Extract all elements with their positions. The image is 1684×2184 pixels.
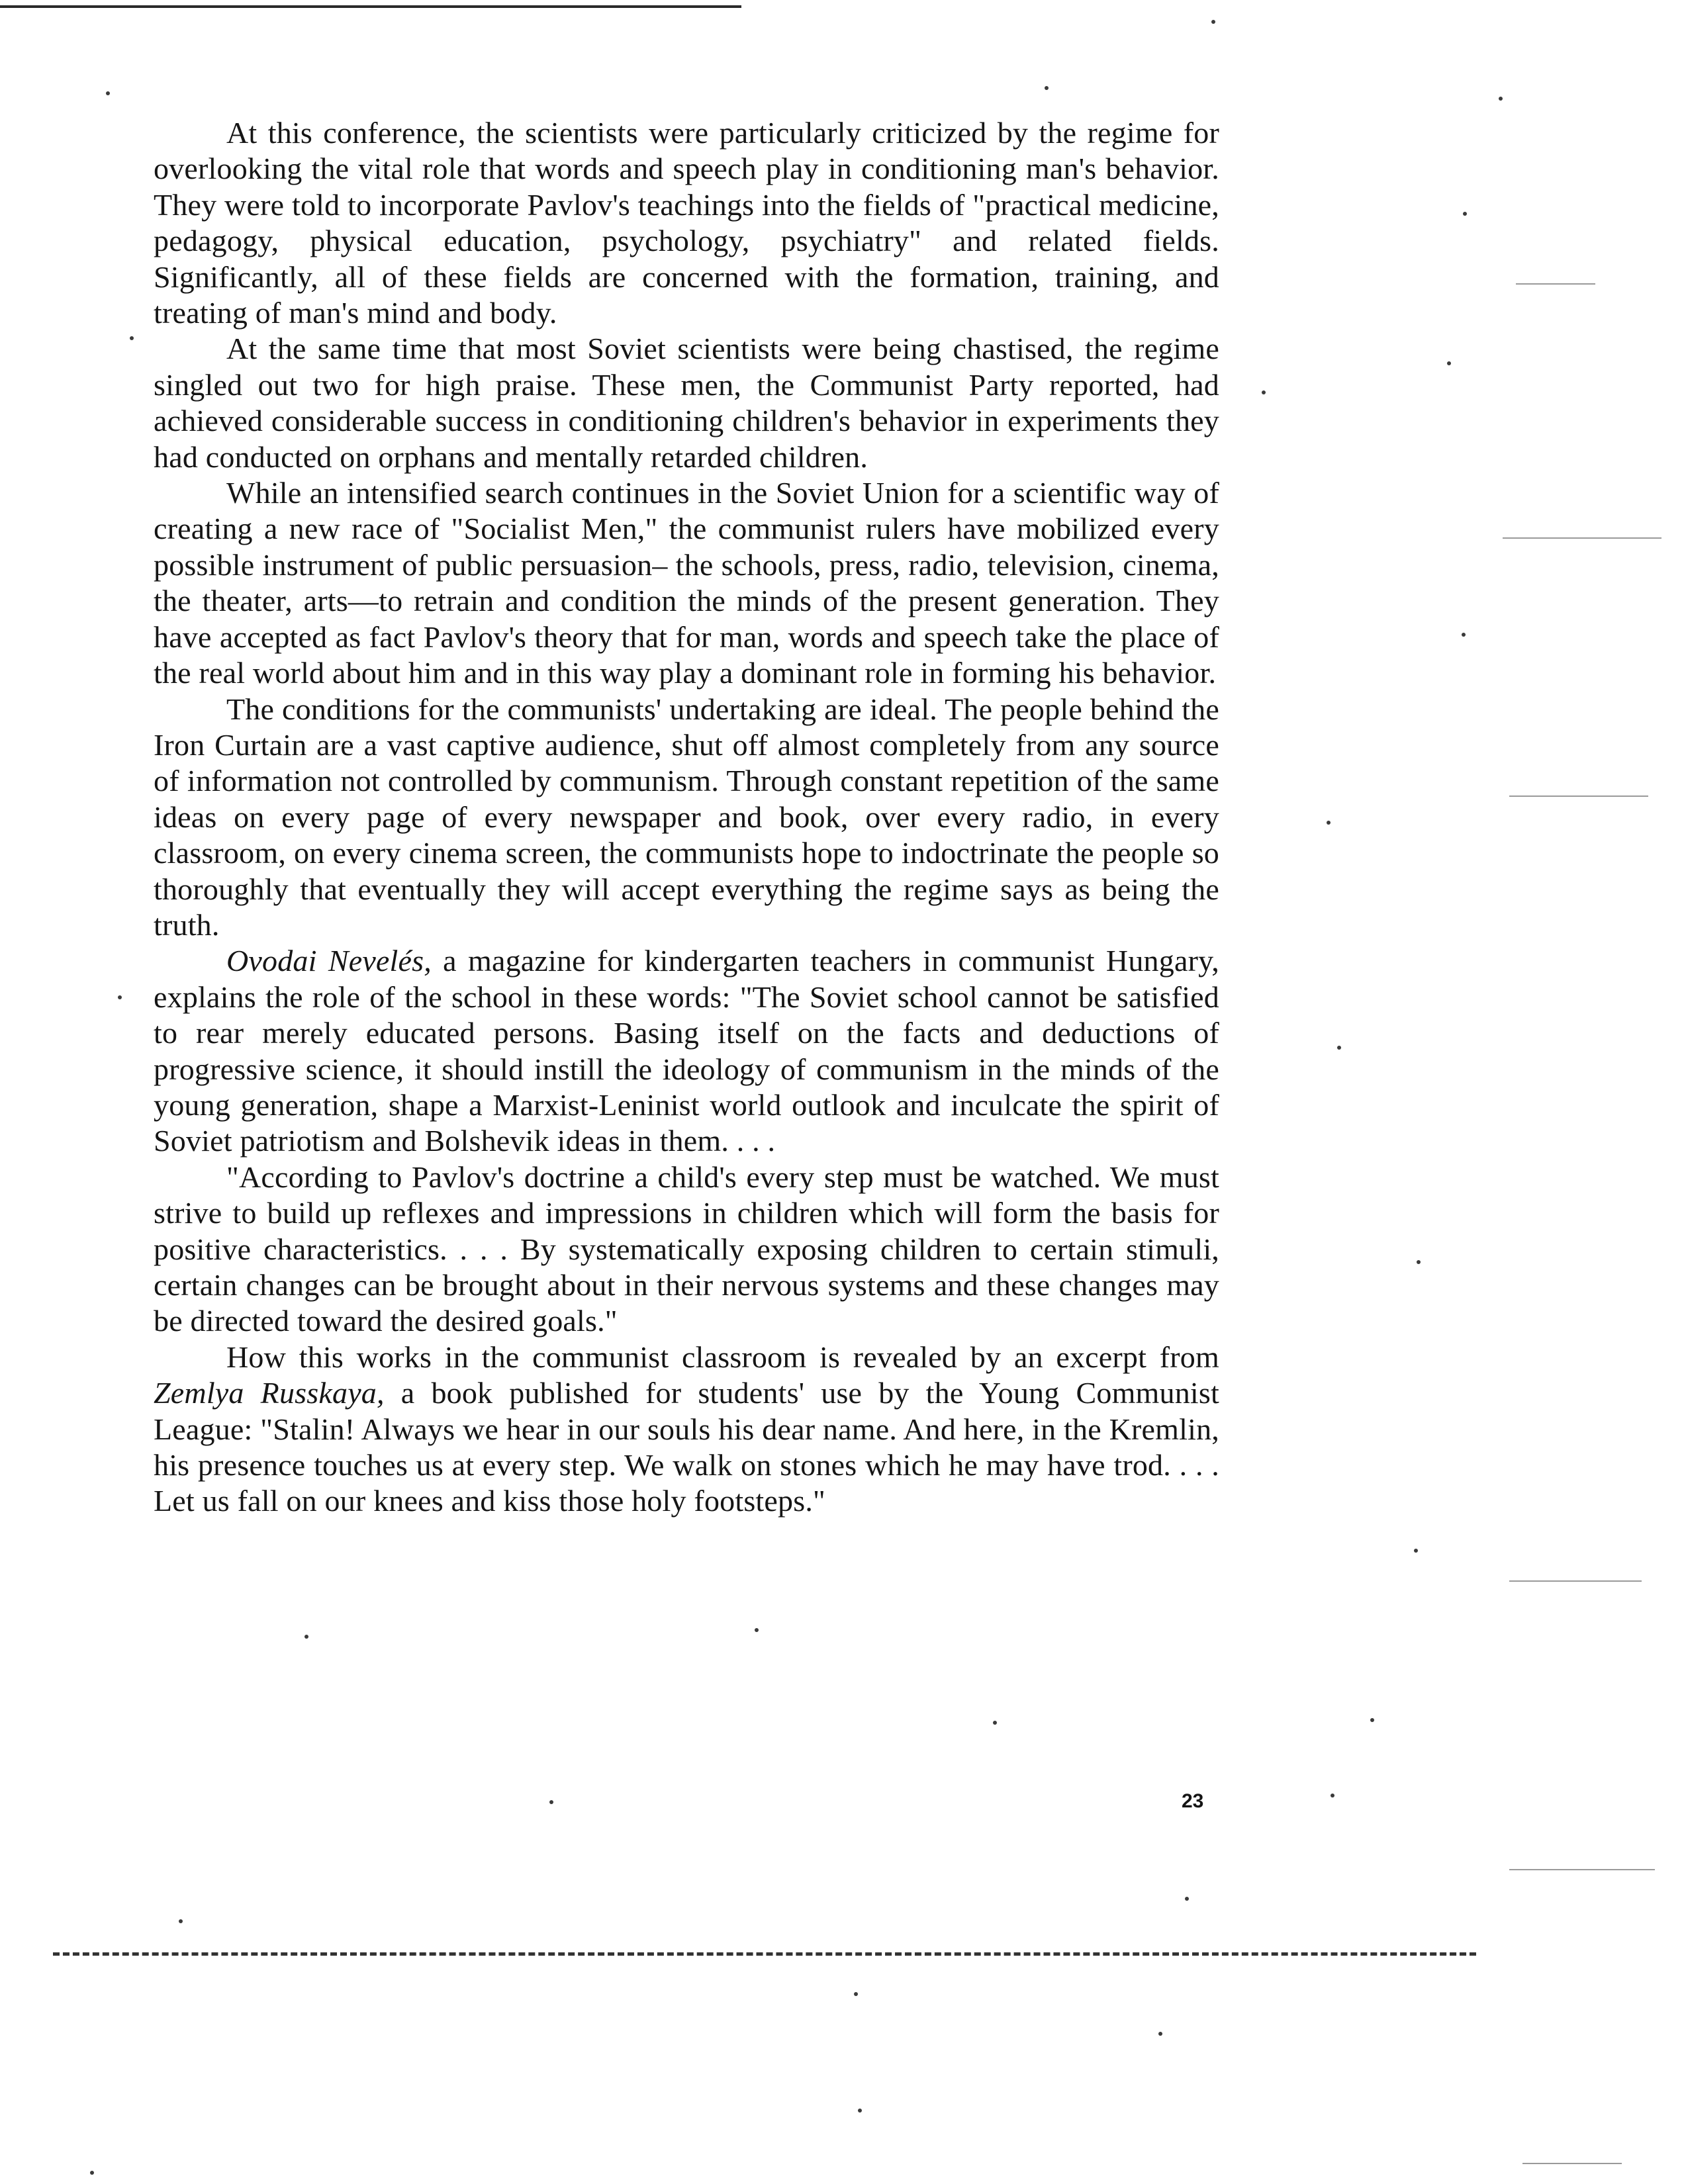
book-title: Zemlya Russkaya, [154,1376,385,1410]
scan-speck [1211,20,1215,24]
scan-speck [1327,821,1331,825]
scan-speck [1262,390,1266,394]
scan-dash [1503,537,1661,539]
paragraph-6: "According to Pavlov's doctrine a child's every step must be watched. We must strive to build up reflexes and impressions in children which will form the basis for positive characteristics. . . . By systematically exposing children to certain stimuli, certain changes can be brought about in their nervous systems and these changes may be directed toward the desired goals." [154,1160,1219,1338]
scan-speck [1370,1718,1374,1722]
paragraph-7-text: a book published for students' use by the Young Communist League: "Stalin! Always we hear in our souls his dear name. And here, in the Kremlin, his presence touches us at every step. We walk on stones which he may have trod. . . . Let us fall on our knees and kiss those holy footsteps." [154,1376,1219,1518]
paragraph-2: At the same time that most Soviet scientists were being chastised, the regime singled out two for high praise. These men, the Communist Party reported, had achieved considerable success in conditioning children's behavior in experiments they had conducted on orphans and mentally retarded children. [154,332,1219,474]
scan-speck [1447,361,1451,365]
scan-speck [1158,2032,1162,2036]
scan-speck [1462,633,1466,637]
paragraph-1: At this conference, the scientists were particularly criticized by the regime for overlooking the vital role that words and speech play in conditioning man's behavior. They were told to incorporate Pavlov's teachings into the fields of "practical medicine, pedagogy, physical education, psychology, psychiatry" and related fields. Significantly, all of these fields are concerned with the formation, training, and treating of man's mind and body. [154,116,1219,330]
scan-dash [1509,1869,1655,1870]
bottom-scan-rule [53,1952,1476,1956]
paragraph-3: While an intensified search continues in the Soviet Union for a scientific way of creating a new race of "Socialist Men," the communist rulers have mobilized every possible instrument of public persuasion– the schools, press, radio, television, cinema, the theater, arts—to retrain and condition the minds of the present generation. They have accepted as fact Pavlov's theory that for man, words and speech take the place of the real world about him and in this way play a dominant role in forming his behavior. [154,476,1219,690]
scan-speck [304,1635,308,1639]
page-number: 23 [1182,1790,1204,1812]
top-scan-rule [0,5,741,8]
scan-speck [993,1721,997,1725]
scan-dash [1522,2163,1622,2164]
paragraph-5 [154,943,1219,1159]
paragraph-5-text: a magazine for kindergarten teachers in communist Hungary, explains the role of the school in these words: "The Soviet school cannot be satisfied to rear merely educated persons. Basing itself on the facts and deductions of progressive science, it should instill the ideology of communism in the minds of the young generation, shape a Marxist-Leninist world outlook and inculcate the spirit of Soviet patriotism and Bolshevik ideas in them. . . . [154,944,1219,1158]
scan-speck [1499,97,1503,101]
scan-speck [1337,1046,1341,1050]
scan-speck [118,995,122,999]
scan-speck [755,1628,759,1632]
paragraph-7-lead: How this works in the communist classroom is revealed by an excerpt from [226,1340,1219,1374]
scan-speck [1414,1549,1418,1553]
scan-speck [1463,212,1467,216]
scan-speck [858,2109,862,2113]
scan-speck [1045,86,1049,90]
scan-speck [854,1992,858,1996]
scan-speck [549,1800,553,1804]
scan-dash [1509,1580,1642,1582]
scan-speck [1185,1897,1189,1901]
scan-speck [1331,1794,1334,1797]
scan-dash [1509,796,1648,797]
scan-speck [1417,1260,1421,1264]
scan-speck [106,91,110,95]
scan-speck [90,2171,94,2175]
paragraph-7 [154,1340,1219,1520]
scan-dash [1516,283,1595,285]
magazine-title: Ovodai Nevelés, [226,944,432,978]
paragraph-4: The conditions for the communists' undertaking are ideal. The people behind the Iron Curtain are a vast captive audience, shut off almost completely from any source of information not controlled by communism. Through constant repetition of the same ideas on every page of every newspaper and book, over every radio, in every classroom, on every cinema screen, the communists hope to indoctrinate the people so thoroughly that eventually they will accept everything the regime says as being the truth. [154,692,1219,942]
body-text [154,115,1219,1520]
scan-speck [179,1919,183,1923]
scan-speck [130,336,134,340]
